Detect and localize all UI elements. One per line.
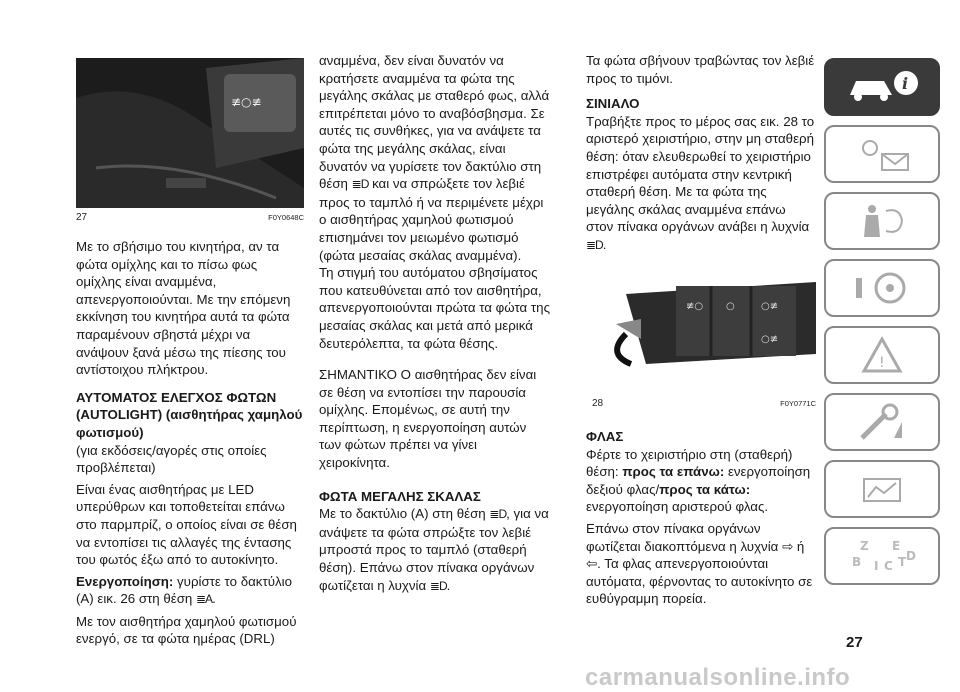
high-beam-symbol-icon: ≣D [351,177,369,192]
figure-number: 28 [592,398,604,409]
section-heading-flash: ΦΛΑΣ [586,429,624,444]
svg-text:○≢: ○≢ [761,301,779,312]
figure-number: 27 [76,212,88,223]
paragraph: αναμμένα, δεν είναι δυνατόν να κρατήσετε αναμμένα τα φώτα της μεγάλης σκάλας με σταθερό φως, αλλά επιτρέπεται μόνο το αναβόσβησμα. Σε αυτές τις συνθήκες, για να ανάψετε τα φώτα της μεγάλης σκάλας, είναι δυνατόν να γυρίσετε τον δακτύλιο στη θέση ≣D και να σπρώξετε τον λεβιέ προς το ταμπλό ή να περιμένετε μέχρι ο αισθητήρας χαμηλού φωτισμού επισημάνει τον μειωμένο φωτισμό (φώτα μεσαίας σκάλας αναμμένα). [319,53,550,263]
paragraph: Με τον αισθητήρα χαμηλού φωτισμού ενεργό, σε τα φώτα ημέρας (DRL) [76,613,297,647]
svg-text:≢○≢: ≢○≢ [231,95,262,109]
figure-28-caption [592,398,816,409]
warning-lights-icon[interactable] [824,125,940,183]
svg-text:○: ○ [726,301,735,312]
paragraph: Φέρτε το χειριστήριο στη (σταθερή) θέση: προς τα επάνω: ενεργοποίηση δεξιού φλας/προς τα κάτω: ενεργοποίηση αριστερού φλας. [586,446,811,515]
high-beam-symbol-icon: ≣D [429,578,447,593]
page-number: 27 [846,634,863,651]
car-info-icon[interactable] [824,58,940,116]
column-2 [319,52,551,605]
svg-text:T: T [898,555,907,569]
index-icon[interactable] [824,527,940,585]
svg-text:Z: Z [860,539,869,553]
svg-text:E: E [892,539,901,553]
technical-data-icon[interactable] [824,460,940,518]
svg-text:i: i [902,74,909,93]
section-heading-high-beam: ΦΩΤΑ ΜΕΓΑΛΗΣ ΣΚΑΛΑΣ [319,488,481,504]
section-heading-autolight: ΑΥΤΟΜΑΤΟΣ ΕΛΕΓΧΟΣ ΦΩΤΩΝ (AUTOLIGHT) (αισθητήρας χαμηλού φωτισμού) [76,389,303,440]
chapter-tabs [824,58,942,594]
figure-28-image [586,264,816,394]
bold-label: Ενεργοποίηση: [76,573,174,589]
svg-text:!: ! [879,355,885,371]
svg-text:C: C [884,559,893,573]
paragraph: Είναι ένας αισθητήρας με LED υπερύθρων και τοποθετείται επάνω στο παρμπρίζ, ο οποίος είναι σε θέση να εντοπίσει τις αλλαγές της έντασης του φωτός έξω από το αυτοκίνητο. [76,481,297,568]
svg-text:≢○: ≢○ [686,301,704,312]
svg-text:D: D [906,549,916,563]
column-3 [586,52,816,265]
paragraph: Με το δακτύλιο (A) στη θέση ≣D, για να ανάψετε τα φώτα σπρώξτε τον λεβιέ μπροστά προς το ταμπλό (σταθερή θέση). Επάνω στον πίνακα οργάνων φωτίζεται η λυχνία ≣D. [319,506,549,593]
high-beam-symbol-icon: ≣D [586,237,603,252]
high-beam-symbol-icon: ≣D [489,507,507,522]
safety-airbag-icon[interactable] [824,192,940,250]
left-arrow-indicator-icon: ⇦ [586,556,598,572]
right-arrow-indicator-icon: ⇨ [782,538,794,554]
column-1 [76,238,306,658]
svg-text:○≢: ○≢ [761,334,779,345]
wrench-icon[interactable] [824,393,940,451]
svg-text:B: B [852,555,862,569]
steering-wheel-icon[interactable] [824,259,940,317]
figure-code: F0Y0771C [780,399,816,408]
svg-text:I: I [874,559,879,573]
section-subheading: (για εκδόσεις/αγορές στις οποίες προβλέπεται) [76,442,267,476]
paragraph: Τραβήξτε προς το μέρος σας εικ. 28 το αριστερό χειριστήριο, στην μη σταθερή θέση: όταν ελευθερωθεί το χειριστήριο επιστρέφει αυτόματα στην κεντρική σταθερή θέση. Με τα φώτα της μεγάλης σκάλας αναμμένα επάνω στον πίνακα οργάνων ανάβει η λυχνία ≣D. [586,113,815,252]
paragraph: Επάνω στον πίνακα οργάνων φωτίζεται διακοπτόμενα η λυχνία ⇨ ή ⇦. Τα φλας απενεργοποιούνται αυτόματα, φέρνοντας το αυτοκίνητο σε ευθύγραμμη πορεία. [586,520,813,607]
figure-27-image [76,58,304,208]
figure-27-caption [76,212,304,223]
column-3-lower [586,428,816,618]
important-note: ΣΗΜΑΝΤΙΚΟ Ο αισθητήρας δεν είναι σε θέση να εντοπίσει την παρουσία ομίχλης. Επομένως, σε αυτή την περίπτωση, η ενεργοποίηση αυτών των φώτων πρέπει να γίνει χειροκίνητα. [319,367,537,471]
warning-triangle-icon[interactable] [824,326,940,384]
figure-code: F0Y0648C [268,213,304,222]
paragraph: Τα φώτα σβήνουν τραβώντας τον λεβιέ προς το τιμόνι. [586,53,815,86]
paragraph: Με το σβήσιμο του κινητήρα, αν τα φώτα ομίχλης και το πίσω φως ομίχλης είναι αναμμένα, απενεργοποιούνται. Με την επόμενη εκκίνηση του κινητήρα αυτά τα φώτα παραμένουν σβηστά μέχρι να ανάψουν ξανά μέσω της πίεσης του αντίστοιχου πλήκτρου. [76,239,291,378]
paragraph: Τη στιγμή του αυτόματου σβησίματος που κατευθύνεται από τον αισθητήρα, απενεργοποιούνται πρώτα τα φώτα της μεσαίας σκάλας και μετά από μερικά δευτερόλεπτα, τα φώτα θέσης. [319,265,550,351]
autolight-symbol-icon: ≣A [196,592,213,607]
paragraph: Ενεργοποίηση: γυρίστε το δακτύλιο (A) εικ. 26 στη θέση ≣A. [76,573,292,607]
section-heading-signal: ΣΙΝΙΑΛΟ [586,96,640,112]
watermark-text: carmanualsonline.info [585,664,851,691]
